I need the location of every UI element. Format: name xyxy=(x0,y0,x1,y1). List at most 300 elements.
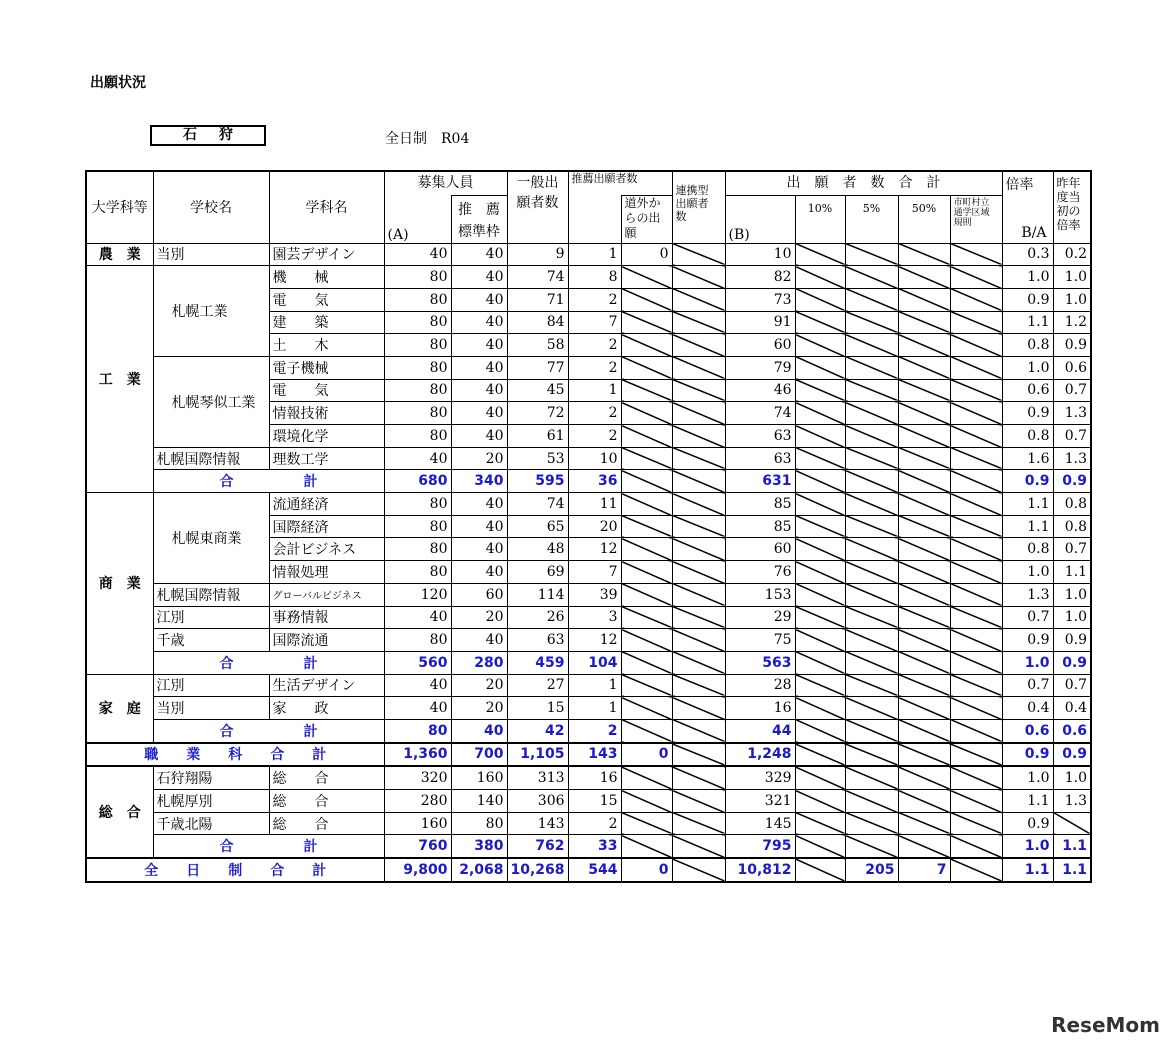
prev-ratio-cell: 0.9 xyxy=(1053,334,1091,357)
table-row xyxy=(86,243,1091,266)
general-cell: 143 xyxy=(507,812,568,835)
capacity-cell: 80 xyxy=(384,538,451,561)
dept-cell: 建 築 xyxy=(269,311,384,334)
slash-cell xyxy=(1053,812,1091,835)
ratio-cell: 0.7 xyxy=(1002,674,1053,697)
general-cell: 61 xyxy=(507,425,568,448)
subtotal-row xyxy=(86,651,1091,674)
slash-cell xyxy=(950,629,1002,652)
header-ratio-ba: B/A xyxy=(1021,224,1047,241)
slash-cell xyxy=(898,425,950,448)
slash-cell xyxy=(672,812,725,835)
recommend-quota-cell: 20 xyxy=(451,674,507,697)
slash-cell xyxy=(672,790,725,813)
general-cell: 27 xyxy=(507,674,568,697)
total-b-cell: 46 xyxy=(725,379,795,402)
dept-cell: 機 械 xyxy=(269,266,384,289)
slash-cell xyxy=(950,515,1002,538)
capacity-cell: 680 xyxy=(384,470,451,493)
slash-cell xyxy=(898,493,950,516)
slash-cell xyxy=(845,538,898,561)
recommend-quota-cell: 40 xyxy=(451,629,507,652)
capacity-cell: 80 xyxy=(384,629,451,652)
recommend-quota-cell: 40 xyxy=(451,243,507,266)
slash-cell xyxy=(621,447,672,470)
slash-cell xyxy=(898,674,950,697)
capacity-cell: 560 xyxy=(384,651,451,674)
general-cell: 313 xyxy=(507,766,568,789)
recommend-quota-cell: 160 xyxy=(451,766,507,789)
total-b-cell: 85 xyxy=(725,515,795,538)
recommend-applicants-cell: 1 xyxy=(568,674,621,697)
slash-cell xyxy=(845,835,898,858)
slash-cell xyxy=(950,379,1002,402)
slash-cell xyxy=(845,606,898,629)
p50-cell: 7 xyxy=(898,858,950,882)
slash-cell xyxy=(672,356,725,379)
prev-ratio-cell: 0.7 xyxy=(1053,379,1091,402)
slash-cell xyxy=(672,334,725,357)
total-b-cell: 79 xyxy=(725,356,795,379)
prev-ratio-cell: 0.9 xyxy=(1053,629,1091,652)
general-cell: 26 xyxy=(507,606,568,629)
slash-cell xyxy=(672,766,725,789)
slash-cell xyxy=(795,266,845,289)
prev-ratio-cell: 0.6 xyxy=(1053,356,1091,379)
slash-cell xyxy=(898,812,950,835)
slash-cell xyxy=(621,674,672,697)
slash-cell xyxy=(795,311,845,334)
prev-ratio-cell: 1.0 xyxy=(1053,266,1091,289)
slash-cell xyxy=(795,447,845,470)
table-row xyxy=(86,266,1091,289)
table-row xyxy=(86,697,1091,720)
recommend-quota-cell: 40 xyxy=(451,334,507,357)
table-row xyxy=(86,629,1091,652)
slash-cell xyxy=(898,402,950,425)
general-cell: 74 xyxy=(507,493,568,516)
prev-ratio-cell: 0.8 xyxy=(1053,515,1091,538)
dept-cell: 家 政 xyxy=(269,697,384,720)
recommend-quota-cell: 280 xyxy=(451,651,507,674)
slash-cell xyxy=(621,538,672,561)
general-cell: 9 xyxy=(507,243,568,266)
slash-cell xyxy=(845,493,898,516)
total-b-cell: 74 xyxy=(725,402,795,425)
recommend-applicants-cell: 7 xyxy=(568,311,621,334)
recommend-applicants-cell: 20 xyxy=(568,515,621,538)
ratio-cell: 0.9 xyxy=(1002,629,1053,652)
slash-cell xyxy=(898,243,950,266)
subtotal-row xyxy=(86,719,1091,742)
slash-cell xyxy=(950,812,1002,835)
capacity-cell: 1,360 xyxy=(384,743,451,767)
slash-cell xyxy=(621,470,672,493)
slash-cell xyxy=(672,266,725,289)
prev-ratio-cell: 0.9 xyxy=(1053,651,1091,674)
slash-cell xyxy=(795,790,845,813)
school-cell: 千歳 xyxy=(153,629,269,652)
slash-cell xyxy=(898,719,950,742)
recommend-applicants-cell: 16 xyxy=(568,766,621,789)
category-cell: 家 庭 xyxy=(86,674,153,743)
slash-cell xyxy=(621,606,672,629)
ratio-cell: 0.9 xyxy=(1002,743,1053,767)
recommend-applicants-cell: 2 xyxy=(568,719,621,742)
total-b-cell: 329 xyxy=(725,766,795,789)
header-prev-ratio: 昨年 度当 初の 倍率 xyxy=(1053,171,1091,243)
slash-cell xyxy=(845,515,898,538)
slash-cell xyxy=(898,629,950,652)
slash-cell xyxy=(950,835,1002,858)
ratio-cell: 0.6 xyxy=(1002,719,1053,742)
general-cell: 15 xyxy=(507,697,568,720)
school-cell: 札幌国際情報 xyxy=(153,447,269,470)
slash-cell xyxy=(795,766,845,789)
slash-cell xyxy=(795,858,845,882)
outside-cell: 0 xyxy=(621,743,672,767)
capacity-cell: 80 xyxy=(384,493,451,516)
slash-cell xyxy=(845,629,898,652)
general-cell: 45 xyxy=(507,379,568,402)
slash-cell xyxy=(795,719,845,742)
prev-ratio-cell: 0.6 xyxy=(1053,719,1091,742)
slash-cell xyxy=(795,743,845,767)
slash-cell xyxy=(898,515,950,538)
slash-cell xyxy=(621,719,672,742)
header-p5: 5% xyxy=(845,195,898,243)
prev-ratio-cell: 1.0 xyxy=(1053,766,1091,789)
general-cell: 63 xyxy=(507,629,568,652)
recommend-quota-cell: 20 xyxy=(451,447,507,470)
capacity-cell: 80 xyxy=(384,402,451,425)
ratio-cell: 1.1 xyxy=(1002,790,1053,813)
recommend-quota-cell: 40 xyxy=(451,311,507,334)
slash-cell xyxy=(795,243,845,266)
ratio-cell: 1.1 xyxy=(1002,515,1053,538)
recommend-quota-cell: 340 xyxy=(451,470,507,493)
slash-cell xyxy=(621,835,672,858)
category-cell: 商 業 xyxy=(86,493,153,675)
slash-cell xyxy=(621,651,672,674)
slash-cell xyxy=(845,790,898,813)
prev-ratio-cell: 1.3 xyxy=(1053,402,1091,425)
ratio-cell: 0.9 xyxy=(1002,402,1053,425)
recommend-quota-cell: 40 xyxy=(451,538,507,561)
recommend-applicants-cell: 11 xyxy=(568,493,621,516)
slash-cell xyxy=(672,311,725,334)
header-linked: 連携型 出願者 数 xyxy=(672,171,725,243)
ratio-cell: 0.9 xyxy=(1002,470,1053,493)
general-cell: 77 xyxy=(507,356,568,379)
total-b-cell: 10,812 xyxy=(725,858,795,882)
subtotal-label: 合 計 xyxy=(153,470,384,493)
slash-cell xyxy=(621,697,672,720)
general-cell: 114 xyxy=(507,583,568,606)
recommend-quota-cell: 40 xyxy=(451,288,507,311)
subtotal-row xyxy=(86,470,1091,493)
slash-cell xyxy=(795,402,845,425)
total-b-cell: 44 xyxy=(725,719,795,742)
capacity-cell: 80 xyxy=(384,561,451,584)
recommend-quota-cell: 40 xyxy=(451,719,507,742)
total-b-cell: 76 xyxy=(725,561,795,584)
application-status-table xyxy=(85,170,1092,883)
recommend-applicants-cell: 7 xyxy=(568,561,621,584)
outside-cell: 0 xyxy=(621,858,672,882)
slash-cell xyxy=(795,561,845,584)
category-cell: 総 合 xyxy=(86,766,153,858)
recommend-quota-cell: 40 xyxy=(451,266,507,289)
recommend-quota-cell: 40 xyxy=(451,493,507,516)
prev-ratio-cell: 0.7 xyxy=(1053,674,1091,697)
slash-cell xyxy=(795,470,845,493)
header-dept: 学科名 xyxy=(269,171,384,243)
recommend-applicants-cell: 39 xyxy=(568,583,621,606)
total-b-cell: 563 xyxy=(725,651,795,674)
capacity-cell: 40 xyxy=(384,447,451,470)
total-b-cell: 631 xyxy=(725,470,795,493)
slash-cell xyxy=(672,606,725,629)
capacity-cell: 40 xyxy=(384,674,451,697)
slash-cell xyxy=(950,651,1002,674)
p5-cell: 205 xyxy=(845,858,898,882)
dept-cell: 土 木 xyxy=(269,334,384,357)
general-cell: 10,268 xyxy=(507,858,568,882)
total-b-cell: 795 xyxy=(725,835,795,858)
recommend-quota-cell: 40 xyxy=(451,379,507,402)
ratio-cell: 0.8 xyxy=(1002,425,1053,448)
ratio-cell: 1.0 xyxy=(1002,651,1053,674)
total-b-cell: 10 xyxy=(725,243,795,266)
slash-cell xyxy=(845,334,898,357)
slash-cell xyxy=(950,493,1002,516)
prev-ratio-cell: 1.2 xyxy=(1053,311,1091,334)
recommend-applicants-cell: 1 xyxy=(568,697,621,720)
slash-cell xyxy=(950,766,1002,789)
capacity-cell: 80 xyxy=(384,515,451,538)
ratio-cell: 0.8 xyxy=(1002,334,1053,357)
recommend-applicants-cell: 15 xyxy=(568,790,621,813)
general-cell: 48 xyxy=(507,538,568,561)
header-total-b: (B) xyxy=(725,195,795,243)
prev-ratio-cell: 1.0 xyxy=(1053,606,1091,629)
recommend-applicants-cell: 2 xyxy=(568,425,621,448)
subtotal-label: 合 計 xyxy=(153,719,384,742)
slash-cell xyxy=(898,288,950,311)
slash-cell xyxy=(950,561,1002,584)
slash-cell xyxy=(950,402,1002,425)
slash-cell xyxy=(898,447,950,470)
school-cell: 江別 xyxy=(153,674,269,697)
dept-cell: 国際経済 xyxy=(269,515,384,538)
dept-cell: 国際流通 xyxy=(269,629,384,652)
header-capacity-a: (A) xyxy=(384,195,451,243)
dept-cell: 流通経済 xyxy=(269,493,384,516)
slash-cell xyxy=(950,697,1002,720)
total-b-cell: 29 xyxy=(725,606,795,629)
slash-cell xyxy=(845,812,898,835)
recommend-quota-cell: 40 xyxy=(451,561,507,584)
total-b-cell: 1,248 xyxy=(725,743,795,767)
slash-cell xyxy=(845,356,898,379)
slash-cell xyxy=(845,697,898,720)
recommend-applicants-cell: 36 xyxy=(568,470,621,493)
recommend-quota-cell: 2,068 xyxy=(451,858,507,882)
table-row xyxy=(86,812,1091,835)
capacity-cell: 80 xyxy=(384,425,451,448)
slash-cell xyxy=(672,243,725,266)
recommend-applicants-cell: 2 xyxy=(568,402,621,425)
dept-cell: 電 気 xyxy=(269,379,384,402)
general-cell: 42 xyxy=(507,719,568,742)
slash-cell xyxy=(950,356,1002,379)
slash-cell xyxy=(795,629,845,652)
total-b-cell: 321 xyxy=(725,790,795,813)
slash-cell xyxy=(795,334,845,357)
capacity-cell: 80 xyxy=(384,288,451,311)
slash-cell xyxy=(672,583,725,606)
subtotal-label: 合 計 xyxy=(153,835,384,858)
slash-cell xyxy=(898,790,950,813)
recommend-applicants-cell: 8 xyxy=(568,266,621,289)
recommend-quota-cell: 20 xyxy=(451,697,507,720)
slash-cell xyxy=(795,835,845,858)
slash-cell xyxy=(950,425,1002,448)
total-b-cell: 73 xyxy=(725,288,795,311)
slash-cell xyxy=(621,379,672,402)
slash-cell xyxy=(621,515,672,538)
slash-cell xyxy=(845,266,898,289)
outside-cell: 0 xyxy=(621,243,672,266)
dept-cell: グローバルビジネス xyxy=(269,583,384,606)
capacity-cell: 40 xyxy=(384,606,451,629)
recommend-quota-cell: 40 xyxy=(451,402,507,425)
slash-cell xyxy=(950,790,1002,813)
capacity-cell: 80 xyxy=(384,379,451,402)
grand-total-label: 全 日 制 合 計 xyxy=(86,858,384,882)
slash-cell xyxy=(898,651,950,674)
subtotal-row xyxy=(86,835,1091,858)
recommend-applicants-cell: 12 xyxy=(568,538,621,561)
slash-cell xyxy=(845,425,898,448)
slash-cell xyxy=(672,425,725,448)
general-cell: 65 xyxy=(507,515,568,538)
slash-cell xyxy=(795,288,845,311)
header-outside: 道外か らの出 願 xyxy=(621,195,672,243)
capacity-cell: 80 xyxy=(384,719,451,742)
slash-cell xyxy=(898,697,950,720)
slash-cell xyxy=(621,425,672,448)
capacity-cell: 40 xyxy=(384,697,451,720)
capacity-cell: 160 xyxy=(384,812,451,835)
slash-cell xyxy=(795,651,845,674)
prev-ratio-cell: 0.8 xyxy=(1053,493,1091,516)
header-ratio-label: 倍率 xyxy=(1005,177,1034,193)
dept-cell: 電子機械 xyxy=(269,356,384,379)
school-cell: 札幌厚別 xyxy=(153,790,269,813)
ratio-cell: 1.1 xyxy=(1002,858,1053,882)
general-cell: 762 xyxy=(507,835,568,858)
header-general: 一般出 願者数 xyxy=(507,171,568,243)
general-cell: 1,105 xyxy=(507,743,568,767)
header-recommend-blank xyxy=(568,195,621,243)
slash-cell xyxy=(795,812,845,835)
slash-cell xyxy=(950,266,1002,289)
slash-cell xyxy=(672,447,725,470)
slash-cell xyxy=(898,606,950,629)
prev-ratio-cell: 1.3 xyxy=(1053,790,1091,813)
school-cell: 江別 xyxy=(153,606,269,629)
ratio-cell: 1.1 xyxy=(1002,493,1053,516)
slash-cell xyxy=(672,743,725,767)
ratio-cell: 0.6 xyxy=(1002,379,1053,402)
table-row xyxy=(86,447,1091,470)
header-school: 学校名 xyxy=(153,171,269,243)
slash-cell xyxy=(950,334,1002,357)
recommend-quota-cell: 380 xyxy=(451,835,507,858)
slash-cell xyxy=(621,493,672,516)
slash-cell xyxy=(845,243,898,266)
slash-cell xyxy=(672,719,725,742)
slash-cell xyxy=(950,288,1002,311)
general-cell: 74 xyxy=(507,266,568,289)
capacity-cell: 320 xyxy=(384,766,451,789)
school-cell: 札幌工業 xyxy=(153,266,269,357)
slash-cell xyxy=(845,402,898,425)
general-cell: 69 xyxy=(507,561,568,584)
ratio-cell: 1.0 xyxy=(1002,835,1053,858)
slash-cell xyxy=(672,629,725,652)
slash-cell xyxy=(621,561,672,584)
recommend-quota-cell: 40 xyxy=(451,356,507,379)
school-cell: 当別 xyxy=(153,243,269,266)
header-recommend-applicants: 推薦出願者数 xyxy=(568,171,672,195)
slash-cell xyxy=(795,356,845,379)
slash-cell xyxy=(950,858,1002,882)
total-b-cell: 63 xyxy=(725,425,795,448)
total-b-cell: 28 xyxy=(725,674,795,697)
subtotal-label: 合 計 xyxy=(153,651,384,674)
slash-cell xyxy=(898,743,950,767)
region-label: 石狩 xyxy=(150,125,266,146)
slash-cell xyxy=(845,583,898,606)
slash-cell xyxy=(845,288,898,311)
recommend-applicants-cell: 2 xyxy=(568,334,621,357)
slash-cell xyxy=(898,538,950,561)
recommend-quota-cell: 20 xyxy=(451,606,507,629)
recommend-applicants-cell: 3 xyxy=(568,606,621,629)
slash-cell xyxy=(845,379,898,402)
slash-cell xyxy=(795,606,845,629)
table-row xyxy=(86,766,1091,789)
general-cell: 53 xyxy=(507,447,568,470)
slash-cell xyxy=(672,858,725,882)
dept-cell: 環境化学 xyxy=(269,425,384,448)
slash-cell xyxy=(672,835,725,858)
slash-cell xyxy=(950,719,1002,742)
prev-ratio-cell: 0.4 xyxy=(1053,697,1091,720)
total-b-cell: 85 xyxy=(725,493,795,516)
table-row xyxy=(86,356,1091,379)
total-b-cell: 91 xyxy=(725,311,795,334)
general-cell: 306 xyxy=(507,790,568,813)
slash-cell xyxy=(845,719,898,742)
slash-cell xyxy=(898,334,950,357)
category-cell: 農 業 xyxy=(86,243,153,266)
school-cell: 札幌国際情報 xyxy=(153,583,269,606)
slash-cell xyxy=(950,538,1002,561)
